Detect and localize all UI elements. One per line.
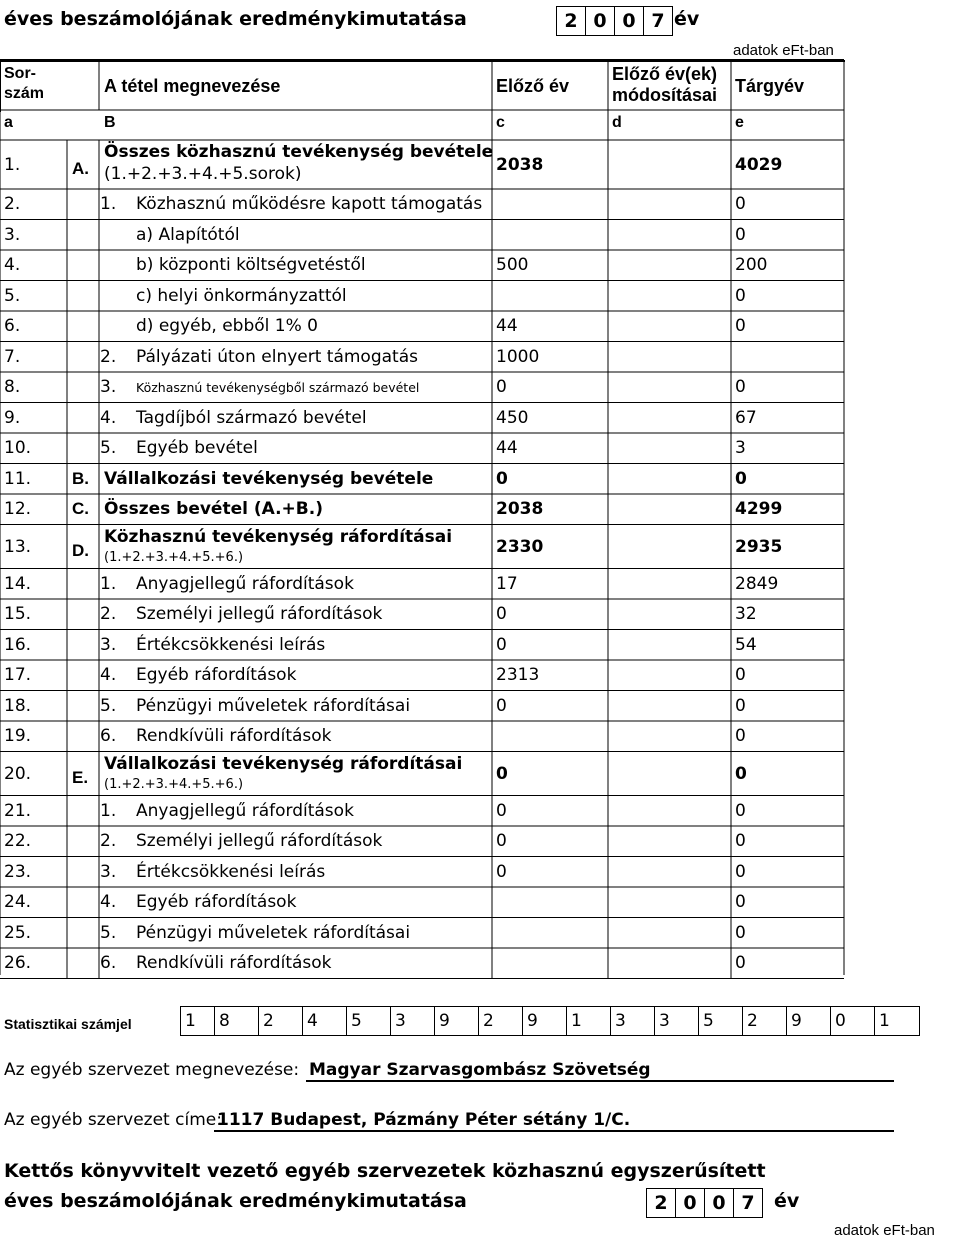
stat-digit: 4 (303, 1007, 347, 1035)
letter-a: a (4, 114, 13, 131)
year-digit: 2 (647, 1189, 676, 1217)
row-name: Közhasznú tevékenység ráfordításai (104, 526, 453, 547)
row-current-year: 54 (735, 634, 757, 655)
row-name: Anyagjellegű ráfordítások (136, 800, 354, 821)
row-name: Közhasznú működésre kapott támogatás (136, 194, 483, 215)
row-number: 10. (4, 438, 32, 459)
row-code: 5. (100, 438, 117, 459)
stat-digit: 5 (347, 1007, 391, 1035)
row-current-year: 0 (735, 831, 746, 852)
row-subtitle: (1.+2.+3.+4.+5.+6.) (104, 776, 244, 792)
header-elozo-ev: Előző év (496, 76, 570, 96)
letter-b: B (104, 114, 116, 131)
stat-digit: 1 (879, 1011, 890, 1031)
stat-digit: 2 (259, 1007, 303, 1035)
year-digit: 2 (557, 7, 586, 35)
row-number: 14. (4, 573, 32, 594)
row-number: 7. (4, 346, 21, 367)
row-previous-year: 0 (496, 831, 507, 852)
row-name: Rendkívüli ráfordítások (136, 953, 332, 974)
row-code: 6. (100, 953, 117, 974)
row-current-year: 0 (735, 726, 746, 747)
row-number: 21. (4, 800, 32, 821)
row-previous-year: 450 (496, 407, 529, 428)
row-name: Anyagjellegű ráfordítások (136, 573, 354, 594)
stat-digit: 0 (831, 1007, 875, 1035)
row-code: 3. (100, 634, 117, 655)
org-address-underline (214, 1130, 894, 1132)
row-number: 13. (4, 536, 32, 557)
row-previous-year: 0 (496, 861, 507, 882)
row-current-year: 0 (735, 922, 746, 943)
row-code: 2. (100, 831, 117, 852)
stat-label: Statisztikai számjel (4, 1016, 132, 1032)
row-code: B. (72, 468, 89, 488)
row-name: Személyi jellegű ráfordítások (136, 831, 383, 852)
row-number: 20. (4, 763, 32, 784)
row-number: 25. (4, 922, 32, 943)
row-name: Közhasznú tevékenységből származó bevétel (136, 380, 420, 396)
row-current-year: 0 (735, 861, 746, 882)
row-previous-year: 0 (496, 634, 507, 655)
row-previous-year: 2313 (496, 665, 540, 686)
row-current-year: 0 (735, 316, 746, 337)
row-code: D. (72, 540, 89, 560)
row-number: 23. (4, 861, 32, 882)
row-number: 2. (4, 194, 21, 215)
row-name: Összes bevétel (A.+B.) (104, 499, 323, 520)
row-number: 22. (4, 831, 32, 852)
bottom-title-1: Kettős könyvvitelt vezető egyéb szervezetek közhasznú egyszerűsített (4, 1160, 766, 1182)
row-number: 1. (4, 154, 21, 175)
row-previous-year: 0 (496, 377, 507, 398)
row-code: 4. (100, 892, 117, 913)
row-name: d) egyéb, ebből 1% 0 (136, 316, 318, 337)
row-current-year: 0 (735, 285, 746, 306)
stat-digit: 5 (699, 1007, 743, 1035)
top-title: éves beszámolójának eredménykimutatása (4, 8, 467, 30)
row-previous-year: 500 (496, 255, 529, 276)
row-name: c) helyi önkormányzattól (136, 285, 347, 306)
row-current-year: 0 (735, 763, 747, 784)
row-number: 5. (4, 285, 21, 306)
stat-digit: 3 (655, 1007, 699, 1035)
row-current-year: 4029 (735, 154, 783, 175)
row-code: 4. (100, 407, 117, 428)
row-current-year: 2935 (735, 536, 783, 557)
row-name: Összes közhasznú tevékenység bevétele (104, 142, 494, 162)
row-number: 11. (4, 468, 32, 489)
row-current-year: 4299 (735, 499, 783, 520)
stat-digit: 9 (523, 1007, 567, 1035)
year-digit: 7 (741, 1192, 755, 1214)
row-name: Tagdíjból származó bevétel (136, 407, 367, 428)
row-current-year: 0 (735, 892, 746, 913)
row-code: 2. (100, 346, 117, 367)
row-current-year: 0 (735, 665, 746, 686)
row-previous-year: 0 (496, 468, 508, 489)
row-number: 12. (4, 499, 32, 520)
row-previous-year: 2038 (496, 499, 544, 520)
unit-note-top: adatok eFt-ban (733, 42, 834, 59)
row-number: 18. (4, 695, 32, 716)
org-address: 1117 Budapest, Pázmány Péter sétány 1/C. (217, 1110, 631, 1130)
unit-note-bottom: adatok eFt-ban (834, 1222, 935, 1239)
row-code: C. (72, 499, 89, 519)
row-previous-year: 0 (496, 763, 508, 784)
row-name: Vállalkozási tevékenység ráfordításai (104, 753, 463, 774)
row-number: 15. (4, 604, 32, 625)
row-number: 3. (4, 224, 21, 245)
year-digit: 0 (615, 7, 644, 35)
row-name: Vállalkozási tevékenység bevétele (104, 468, 434, 489)
row-current-year: 0 (735, 800, 746, 821)
row-name: Pénzügyi műveletek ráfordításai (136, 922, 411, 943)
stat-digit: 2 (743, 1007, 787, 1035)
year-digit: 7 (651, 10, 665, 32)
row-previous-year: 44 (496, 316, 518, 337)
header-sorszam: Sor- szám (4, 65, 45, 102)
row-current-year: 200 (735, 255, 768, 276)
row-number: 4. (4, 255, 21, 276)
row-code: A. (72, 158, 89, 178)
header-targyev: Tárgyév (735, 76, 805, 96)
row-number: 9. (4, 407, 21, 428)
bottom-title-2: éves beszámolójának eredménykimutatása (4, 1190, 467, 1212)
year-box-bottom (646, 1188, 763, 1218)
row-name: Pályázati úton elnyert támogatás (136, 346, 418, 367)
row-code: 5. (100, 922, 117, 943)
row-previous-year: 2330 (496, 536, 544, 557)
row-name: Egyéb ráfordítások (136, 892, 297, 913)
row-name: Rendkívüli ráfordítások (136, 726, 332, 747)
stat-digit: 9 (435, 1007, 479, 1035)
stat-digit: 1 (181, 1007, 215, 1035)
stat-digit: 2 (479, 1007, 523, 1035)
row-current-year: 32 (735, 604, 757, 625)
year-digit: 0 (586, 7, 615, 35)
row-name: Értékcsökkenési leírás (136, 634, 326, 655)
row-number: 8. (4, 377, 21, 398)
row-current-year: 0 (735, 194, 746, 215)
row-previous-year: 0 (496, 604, 507, 625)
row-number: 24. (4, 892, 32, 913)
year-label-bottom: év (774, 1190, 800, 1212)
year-digit: 0 (676, 1189, 705, 1217)
row-current-year: 3 (735, 438, 746, 459)
row-code: 6. (100, 726, 117, 747)
row-code: 2. (100, 604, 117, 625)
stat-number-box (180, 1006, 920, 1036)
row-code: 5. (100, 695, 117, 716)
row-previous-year: 44 (496, 438, 518, 459)
stat-digit: 9 (787, 1007, 831, 1035)
row-subtitle: (1.+2.+3.+4.+5.+6.) (104, 549, 244, 565)
row-code: 1. (100, 800, 117, 821)
stat-digit: 3 (391, 1007, 435, 1035)
row-name: b) központi költségvetéstől (136, 255, 366, 276)
stat-digit: 1 (567, 1007, 611, 1035)
row-number: 26. (4, 953, 32, 974)
header-modositasai: Előző év(ek) módosításai (612, 64, 718, 105)
row-name: Értékcsökkenési leírás (136, 861, 326, 882)
year-label-top: év (674, 8, 700, 30)
stat-digit: 8 (215, 1007, 259, 1035)
row-number: 19. (4, 726, 32, 747)
row-current-year: 0 (735, 224, 746, 245)
row-code: 3. (100, 377, 117, 398)
row-number: 16. (4, 634, 32, 655)
row-name: Személyi jellegű ráfordítások (136, 604, 383, 625)
row-subtitle: (1.+2.+3.+4.+5.sorok) (104, 164, 302, 184)
stat-digit: 3 (611, 1007, 655, 1035)
year-digit: 0 (705, 1189, 734, 1217)
row-previous-year: 17 (496, 573, 518, 594)
row-name: Pénzügyi műveletek ráfordításai (136, 695, 411, 716)
row-name: Egyéb ráfordítások (136, 665, 297, 686)
row-code: 1. (100, 573, 117, 594)
row-current-year: 0 (735, 377, 746, 398)
org-name: Magyar Szarvasgombász Szövetség (309, 1060, 651, 1080)
row-current-year: 2849 (735, 573, 779, 594)
row-current-year: 67 (735, 407, 757, 428)
letter-d: d (612, 114, 622, 131)
row-previous-year: 1000 (496, 346, 540, 367)
row-previous-year: 0 (496, 695, 507, 716)
row-current-year: 0 (735, 953, 746, 974)
org-address-label: Az egyéb szervezet címe: (4, 1110, 222, 1130)
org-name-underline (306, 1080, 894, 1082)
org-name-label: Az egyéb szervezet megnevezése: (4, 1060, 300, 1080)
header-tetel: A tétel megnevezése (104, 76, 281, 96)
row-current-year: 0 (735, 468, 747, 489)
row-previous-year: 0 (496, 800, 507, 821)
row-previous-year: 2038 (496, 154, 544, 175)
row-number: 6. (4, 316, 21, 337)
row-code: E. (72, 767, 89, 787)
row-code: 1. (100, 194, 117, 215)
row-code: 3. (100, 861, 117, 882)
letter-e: e (735, 114, 744, 131)
row-number: 17. (4, 665, 32, 686)
row-name: a) Alapítótól (136, 224, 240, 245)
letter-c: c (496, 114, 505, 131)
row-current-year: 0 (735, 695, 746, 716)
row-name: Egyéb bevétel (136, 438, 258, 459)
row-code: 4. (100, 665, 117, 686)
